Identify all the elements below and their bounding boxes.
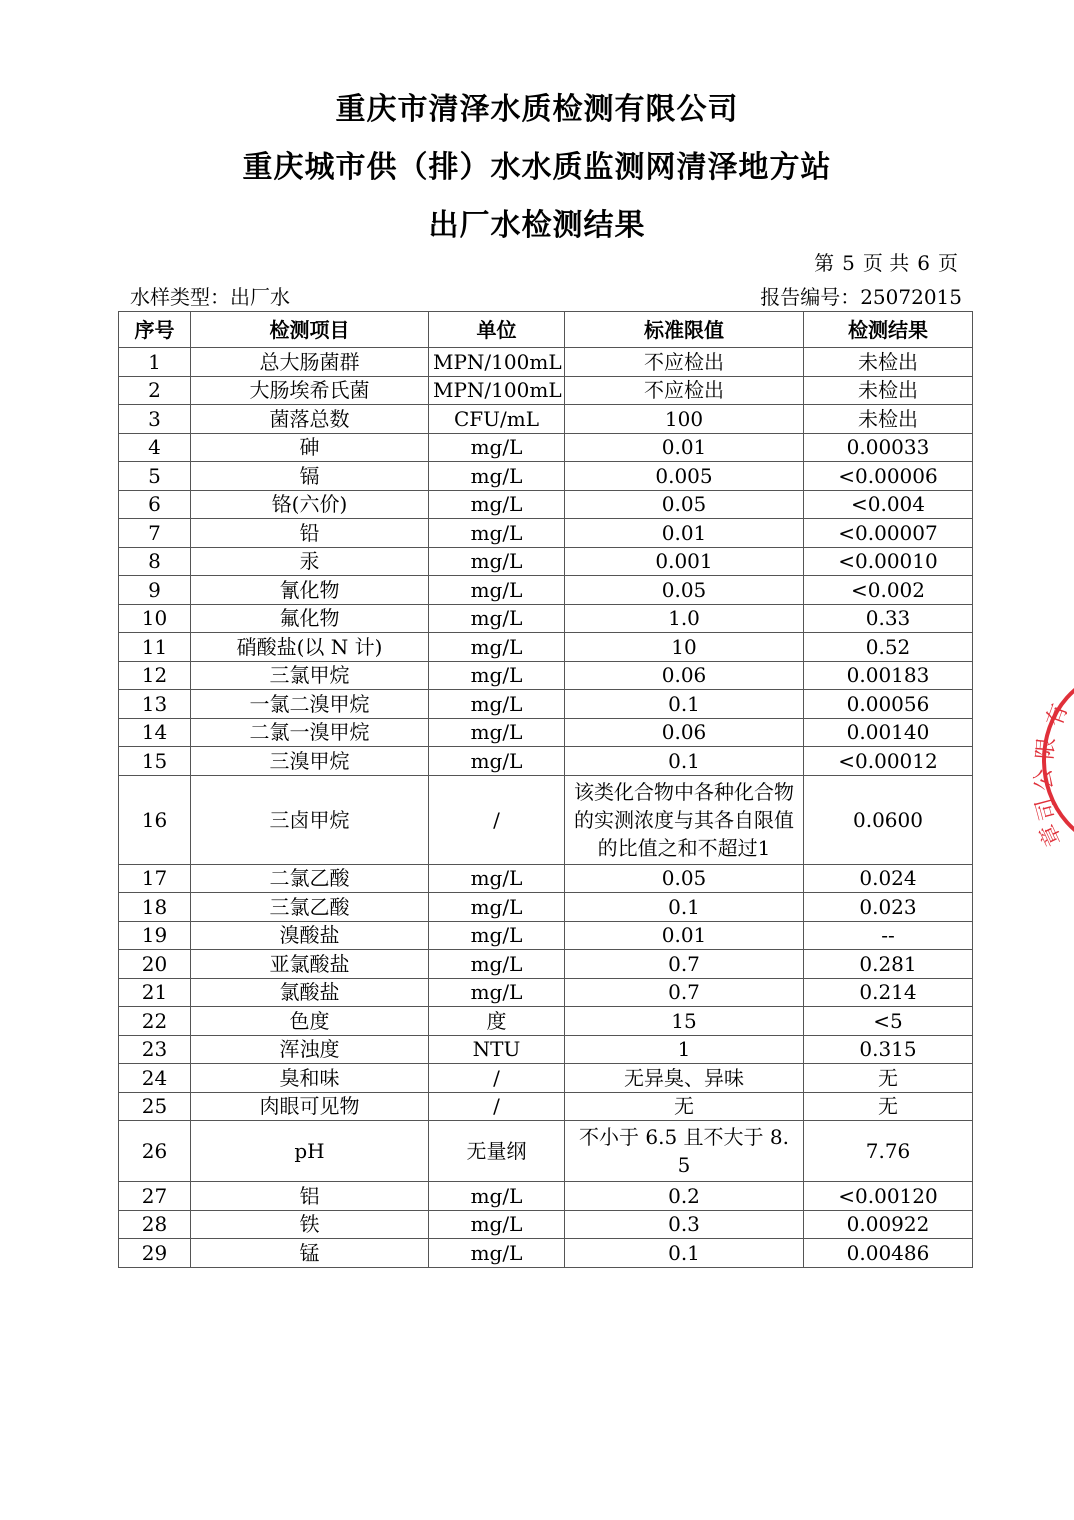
table-row [119, 690, 973, 719]
cell-item: 色度 [191, 1007, 429, 1036]
cell-item: 溴酸盐 [191, 921, 429, 950]
cell-result: 0.52 [804, 633, 973, 662]
cell-result: 0.00922 [804, 1210, 973, 1239]
cell-index: 18 [119, 893, 191, 922]
page-prefix: 第 [814, 251, 835, 275]
cell-index: 12 [119, 661, 191, 690]
cell-unit: mg/L [429, 1210, 565, 1239]
col-header-result: 检测结果 [804, 312, 973, 348]
table-row [119, 490, 973, 519]
cell-result: 0.315 [804, 1035, 973, 1064]
cell-result: 未检出 [804, 405, 973, 434]
cell-limit: 不应检出 [565, 348, 804, 377]
cell-limit: 10 [565, 633, 804, 662]
cell-item: 二氯一溴甲烷 [191, 718, 429, 747]
cell-index: 25 [119, 1092, 191, 1121]
cell-limit: 15 [565, 1007, 804, 1036]
cell-index: 9 [119, 576, 191, 605]
cell-result: 0.0600 [804, 775, 973, 864]
cell-unit: mg/L [429, 433, 565, 462]
cell-item: 砷 [191, 433, 429, 462]
report-number: 报告编号：25072015 [760, 285, 962, 309]
cell-limit: 不应检出 [565, 376, 804, 405]
cell-index: 7 [119, 519, 191, 548]
cell-unit: mg/L [429, 661, 565, 690]
cell-index: 20 [119, 950, 191, 979]
table-row [119, 1007, 973, 1036]
report-title: 出厂水检测结果 [428, 208, 646, 243]
cell-unit: CFU/mL [429, 405, 565, 434]
table-row [119, 864, 973, 893]
table-row [119, 547, 973, 576]
cell-item: 汞 [191, 547, 429, 576]
cell-limit: 0.01 [565, 433, 804, 462]
cell-limit: 1 [565, 1035, 804, 1064]
cell-unit: / [429, 1092, 565, 1121]
page-current: 5 [842, 251, 855, 275]
table-row [119, 718, 973, 747]
page-suffix: 页 [938, 251, 958, 275]
cell-item: 铁 [191, 1210, 429, 1239]
table-row [119, 775, 973, 864]
cell-unit: / [429, 1064, 565, 1093]
cell-item: 硝酸盐(以 N 计) [191, 633, 429, 662]
cell-unit: mg/L [429, 1182, 565, 1211]
red-seal-stamp [1022, 660, 1074, 860]
cell-unit: MPN/100mL [429, 348, 565, 377]
col-header-item: 检测项目 [191, 312, 429, 348]
cell-item: 氰化物 [191, 576, 429, 605]
cell-result: <0.004 [804, 490, 973, 519]
cell-result: 0.023 [804, 893, 973, 922]
table-row [119, 1064, 973, 1093]
cell-unit: mg/L [429, 690, 565, 719]
cell-item: 三卤甲烷 [191, 775, 429, 864]
cell-limit: 0.001 [565, 547, 804, 576]
cell-limit: 100 [565, 405, 804, 434]
cell-unit: mg/L [429, 921, 565, 950]
cell-index: 21 [119, 978, 191, 1007]
cell-result: 0.024 [804, 864, 973, 893]
cell-index: 10 [119, 604, 191, 633]
col-header-unit: 单位 [429, 312, 565, 348]
cell-result: 0.00033 [804, 433, 973, 462]
cell-item: 浑浊度 [191, 1035, 429, 1064]
table-row [119, 950, 973, 979]
cell-index: 16 [119, 775, 191, 864]
cell-item: 亚氯酸盐 [191, 950, 429, 979]
page-indicator [810, 247, 962, 276]
cell-unit: mg/L [429, 490, 565, 519]
results-table [118, 311, 973, 1268]
table-row [119, 1035, 973, 1064]
cell-result: <0.00007 [804, 519, 973, 548]
cell-item: 三氯甲烷 [191, 661, 429, 690]
cell-unit: mg/L [429, 718, 565, 747]
table-row [119, 893, 973, 922]
cell-index: 3 [119, 405, 191, 434]
cell-index: 24 [119, 1064, 191, 1093]
cell-limit: 0.01 [565, 921, 804, 950]
cell-limit: 0.2 [565, 1182, 804, 1211]
table-row [119, 921, 973, 950]
cell-result: <0.00012 [804, 747, 973, 776]
station-title: 重庆城市供（排）水水质监测网清泽地方站 [242, 150, 832, 185]
cell-index: 2 [119, 376, 191, 405]
cell-item: 臭和味 [191, 1064, 429, 1093]
cell-unit: NTU [429, 1035, 565, 1064]
cell-item: 菌落总数 [191, 405, 429, 434]
cell-item: 铅 [191, 519, 429, 548]
cell-limit: 0.3 [565, 1210, 804, 1239]
cell-limit: 0.05 [565, 864, 804, 893]
table-row [119, 1239, 973, 1268]
cell-index: 5 [119, 462, 191, 491]
cell-limit: 0.7 [565, 950, 804, 979]
cell-unit: mg/L [429, 893, 565, 922]
seal-character: 司 [1031, 795, 1062, 823]
cell-index: 14 [119, 718, 191, 747]
cell-result: <5 [804, 1007, 973, 1036]
cell-unit: mg/L [429, 604, 565, 633]
cell-index: 26 [119, 1121, 191, 1182]
table-row [119, 1121, 973, 1182]
page-total: 6 [917, 251, 930, 275]
cell-index: 1 [119, 348, 191, 377]
table-row [119, 519, 973, 548]
cell-unit: mg/L [429, 950, 565, 979]
cell-index: 4 [119, 433, 191, 462]
table-row [119, 747, 973, 776]
cell-item: pH [191, 1121, 429, 1182]
table-row [119, 604, 973, 633]
col-header-index: 序号 [119, 312, 191, 348]
cell-result: 0.33 [804, 604, 973, 633]
table-row [119, 462, 973, 491]
table-row [119, 1210, 973, 1239]
cell-item: 镉 [191, 462, 429, 491]
cell-result: 0.00056 [804, 690, 973, 719]
cell-unit: MPN/100mL [429, 376, 565, 405]
cell-limit: 0.05 [565, 576, 804, 605]
cell-limit: 0.1 [565, 690, 804, 719]
cell-unit: mg/L [429, 576, 565, 605]
cell-result: 0.00140 [804, 718, 973, 747]
cell-unit: mg/L [429, 747, 565, 776]
table-row [119, 1092, 973, 1121]
table-header-row [119, 312, 973, 348]
cell-index: 28 [119, 1210, 191, 1239]
cell-item: 二氯乙酸 [191, 864, 429, 893]
cell-item: 总大肠菌群 [191, 348, 429, 377]
cell-limit: 0.1 [565, 747, 804, 776]
cell-result: <0.00010 [804, 547, 973, 576]
cell-unit: mg/L [429, 1239, 565, 1268]
cell-result: 7.76 [804, 1121, 973, 1182]
seal-character: 公 [1031, 767, 1058, 792]
cell-index: 11 [119, 633, 191, 662]
table-row [119, 661, 973, 690]
cell-unit: mg/L [429, 978, 565, 1007]
cell-unit: 无量纲 [429, 1121, 565, 1182]
cell-result: <0.00006 [804, 462, 973, 491]
cell-item: 氟化物 [191, 604, 429, 633]
cell-unit: mg/L [429, 633, 565, 662]
cell-limit: 无 [565, 1092, 804, 1121]
seal-character: 章 [1035, 819, 1068, 851]
cell-item: 大肠埃希氏菌 [191, 376, 429, 405]
cell-item: 锰 [191, 1239, 429, 1268]
cell-item: 三溴甲烷 [191, 747, 429, 776]
cell-limit: 不小于 6.5 且不大于 8.5 [565, 1121, 804, 1182]
cell-limit: 0.1 [565, 1239, 804, 1268]
cell-result: 未检出 [804, 376, 973, 405]
cell-index: 15 [119, 747, 191, 776]
cell-item: 肉眼可见物 [191, 1092, 429, 1121]
seal-character: 有 [1042, 700, 1074, 731]
cell-item: 一氯二溴甲烷 [191, 690, 429, 719]
cell-result: -- [804, 921, 973, 950]
cell-item: 铝 [191, 1182, 429, 1211]
cell-limit: 该类化合物中各种化合物的实测浓度与其各自限值的比值之和不超过1 [565, 775, 804, 864]
cell-index: 6 [119, 490, 191, 519]
seal-character: 限 [1033, 736, 1060, 761]
cell-limit: 0.01 [565, 519, 804, 548]
cell-limit: 0.005 [565, 462, 804, 491]
cell-limit: 0.06 [565, 661, 804, 690]
cell-result: 0.214 [804, 978, 973, 1007]
cell-result: 0.00183 [804, 661, 973, 690]
company-title: 重庆市清泽水质检测有限公司 [335, 92, 739, 127]
cell-unit: mg/L [429, 864, 565, 893]
cell-limit: 0.7 [565, 978, 804, 1007]
cell-index: 22 [119, 1007, 191, 1036]
cell-result: 0.00486 [804, 1239, 973, 1268]
table-row [119, 576, 973, 605]
cell-index: 8 [119, 547, 191, 576]
sample-type: 水样类型：出厂水 [130, 285, 290, 309]
col-header-limit: 标准限值 [565, 312, 804, 348]
cell-result: <0.002 [804, 576, 973, 605]
cell-index: 29 [119, 1239, 191, 1268]
cell-item: 三氯乙酸 [191, 893, 429, 922]
cell-limit: 无异臭、异味 [565, 1064, 804, 1093]
cell-limit: 0.05 [565, 490, 804, 519]
cell-unit: 度 [429, 1007, 565, 1036]
table-row [119, 348, 973, 377]
table-row [119, 376, 973, 405]
cell-result: 无 [804, 1092, 973, 1121]
cell-result: 未检出 [804, 348, 973, 377]
cell-unit: mg/L [429, 462, 565, 491]
table-body [119, 348, 973, 1268]
cell-item: 氯酸盐 [191, 978, 429, 1007]
cell-result: 无 [804, 1064, 973, 1093]
cell-unit: mg/L [429, 519, 565, 548]
table-row [119, 433, 973, 462]
table-row [119, 633, 973, 662]
table-row [119, 405, 973, 434]
cell-index: 27 [119, 1182, 191, 1211]
cell-index: 17 [119, 864, 191, 893]
cell-index: 19 [119, 921, 191, 950]
cell-item: 铬(六价) [191, 490, 429, 519]
cell-index: 13 [119, 690, 191, 719]
cell-unit: / [429, 775, 565, 864]
table-row [119, 978, 973, 1007]
cell-limit: 0.06 [565, 718, 804, 747]
cell-result: <0.00120 [804, 1182, 973, 1211]
page-middle: 页 共 [862, 251, 910, 275]
cell-limit: 0.1 [565, 893, 804, 922]
cell-limit: 1.0 [565, 604, 804, 633]
cell-unit: mg/L [429, 547, 565, 576]
table-row [119, 1182, 973, 1211]
cell-index: 23 [119, 1035, 191, 1064]
cell-result: 0.281 [804, 950, 973, 979]
